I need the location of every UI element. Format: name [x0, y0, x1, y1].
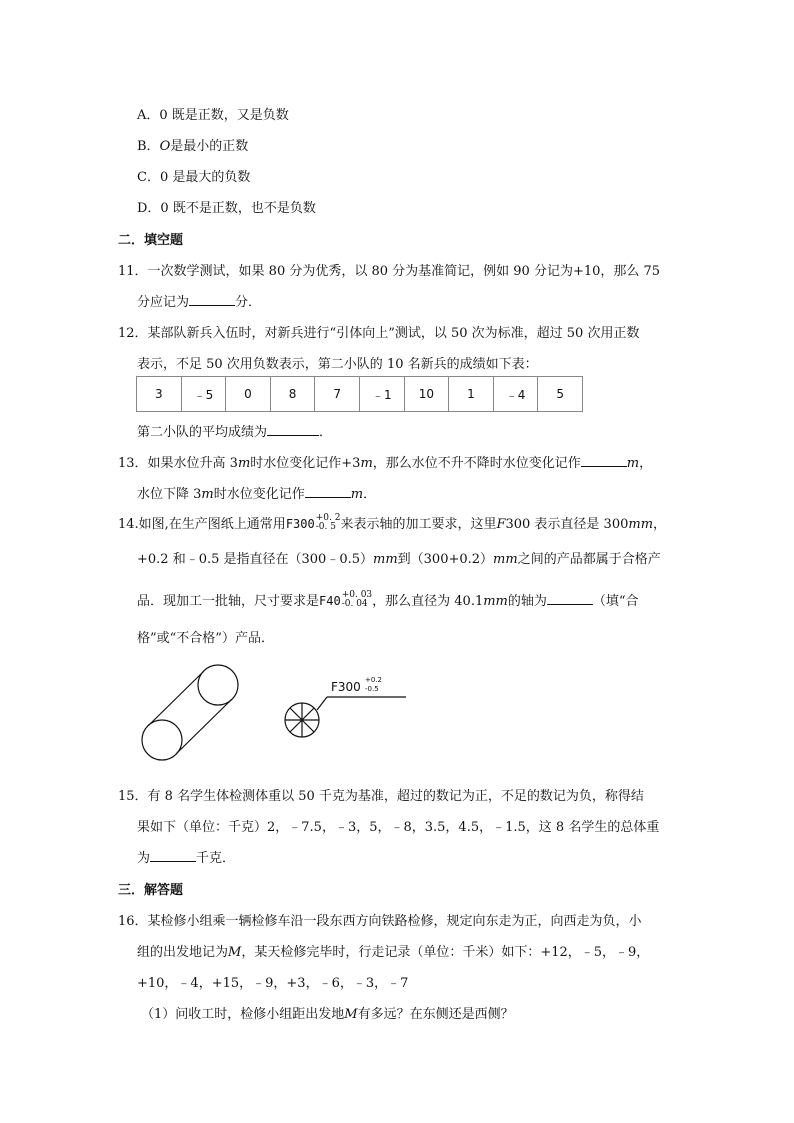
q13-answer-blank-2[interactable]	[305, 484, 351, 498]
q14-text-e: 到（300+0.2）	[397, 552, 494, 567]
table-cell: 7	[315, 377, 360, 412]
fig-label-f300: F300	[331, 680, 361, 694]
q11-line2	[137, 291, 261, 310]
option-b-prefix: B．	[137, 139, 160, 154]
q14-f-italic: F	[496, 517, 506, 532]
leader-line	[317, 697, 327, 710]
q12-score-table	[136, 376, 583, 412]
q13-answer-blank-1[interactable]	[581, 453, 627, 467]
q15-line1: 15．有 8 名学生体检测体重以 50 千克为基准，超过的数记为正，不足的数记为负，称得结	[118, 789, 644, 804]
q14-line4: 格”或“不合格”）产品．	[137, 631, 274, 646]
q16-sub1-text-b: 有多远？在东侧还是西侧？	[357, 1007, 514, 1022]
q14-text-a: 14.如图,在生产图纸上通常用	[118, 517, 286, 532]
q14-tolerance-2	[342, 591, 372, 609]
q13-text-c: ，那么水位不升不降时水位变化记作	[372, 456, 581, 471]
q14-mm: mm	[483, 594, 508, 609]
table-cell: 1	[449, 377, 494, 412]
q14-f300: F300	[285, 517, 315, 531]
q13-text-d: 水位下降 3	[137, 487, 202, 502]
table-cell: ﹣4	[493, 377, 538, 412]
table-row	[137, 377, 583, 412]
q14-text-i: 的轴为	[507, 594, 547, 609]
q14-tol2-down: -0. 04	[341, 598, 368, 609]
q15-text-a: 为	[137, 851, 151, 866]
q13-text-end: ，	[639, 456, 653, 471]
q14-line3	[137, 590, 639, 611]
fig-label-tol-up: +0.2	[365, 676, 382, 684]
q13-text-end2: ．	[363, 487, 377, 502]
q13-line2	[137, 483, 376, 502]
q16-line2	[137, 941, 649, 960]
q14-text-f: 之间的产品都属于合格产	[517, 552, 661, 567]
q13-line1	[118, 452, 652, 471]
option-b-o: O	[159, 139, 171, 154]
q13-unit: m	[350, 487, 364, 502]
q12-line2: 表示，不足 50 次用负数表示，第二小队的 10 名新兵的成绩如下表：	[137, 357, 538, 372]
q16-sub1	[141, 1003, 514, 1022]
q16-M: M	[344, 1007, 358, 1022]
q11-line1: 11．一次数学测试，如果 80 分为优秀，以 80 分为基准简记，例如 90 分记为+10，那么 75	[118, 264, 661, 279]
option-d: D．0 既不是正数，也不是负数	[137, 201, 316, 216]
q14-tolerance	[316, 514, 341, 532]
q16-line1: 16．某检修小组乘一辆检修车沿一段东西方向铁路检修，规定向东走为正，向西走为负，小	[118, 914, 642, 929]
table-cell: 3	[137, 377, 182, 412]
q13-unit: m	[237, 456, 251, 471]
q12-text-a: 第二小队的平均成绩为	[137, 425, 268, 440]
q16-text-a: 组的出发地记为	[137, 945, 229, 960]
table-cell: 5	[538, 377, 583, 412]
q14-text-j: （填“合	[592, 594, 639, 609]
q15-line3	[137, 847, 235, 866]
q15-answer-blank[interactable]	[150, 848, 196, 862]
table-cell: ﹣5	[181, 377, 226, 412]
q12-text-b: ．	[319, 425, 333, 440]
q14-text-b: 来表示轴的加工要求，这里	[340, 517, 497, 532]
table-cell: ﹣1	[359, 377, 404, 412]
q14-tol2-up: +0. 03	[341, 589, 373, 600]
table-cell: 10	[404, 377, 449, 412]
cylinder-drawing	[142, 665, 238, 760]
q14-text-g: 品．现加工一批轴，尺寸要求是	[137, 594, 320, 609]
q14-answer-blank[interactable]	[547, 591, 593, 605]
option-b-rest: 是最小的正数	[170, 139, 249, 154]
q14-text-h: ，那么直径为 40.1	[372, 594, 484, 609]
q14-line2	[137, 548, 661, 567]
q13-text-b: 时水位变化记作+3	[250, 456, 361, 471]
cross-section-drawing	[285, 697, 406, 737]
q11-text-a: 分应记为	[137, 295, 190, 310]
cylinder-edge-right	[176, 699, 232, 754]
option-a: A．0 既是正数，又是负数	[137, 108, 289, 123]
q13-text-e: 时水位变化记作	[213, 487, 305, 502]
q14-tol-up: +0. 2	[315, 512, 341, 523]
q14-text-d: +0.2 和﹣0.5 是指直径在（300﹣0.5）	[137, 552, 373, 567]
q13-unit: m	[360, 456, 373, 471]
fig-label-tol-down: -0.5	[365, 685, 379, 693]
q14-mm: mm	[493, 552, 518, 567]
option-b	[137, 135, 248, 154]
q12-line1: 12．某部队新兵入伍时，对新兵进行“引体向上”测试，以 50 次为标准，超过 50 次用正数	[118, 326, 640, 341]
q13-unit: m	[626, 456, 640, 471]
table-cell: 0	[226, 377, 271, 412]
q13-unit: m	[201, 487, 214, 502]
q16-text-b: ，某天检修完毕时，行走记录（单位：千米）如下：+12，﹣5，﹣9，	[241, 945, 650, 960]
cylinder-edge-left	[148, 671, 204, 726]
section-solve-heading: 三．解答题	[118, 883, 184, 898]
q14-mm: mm	[373, 552, 398, 567]
q16-sub1-text-a: （1）问收工时，检修小组距出发地	[141, 1007, 345, 1022]
q14-text-c: 300 表示直径是 300	[505, 517, 629, 532]
q14-f40: F40	[319, 594, 341, 608]
q15-text-b: 千克．	[196, 851, 236, 866]
q12-line3	[137, 421, 332, 440]
table-cell: 8	[270, 377, 315, 412]
q16-M: M	[228, 945, 242, 960]
section-fill-heading: 二．填空题	[118, 233, 184, 248]
q11-text-b: 分．	[235, 295, 262, 310]
q14-text-end: ，	[653, 517, 667, 532]
q12-answer-blank[interactable]	[267, 422, 319, 436]
q14-tol-down: -0. 5	[315, 521, 336, 532]
q14-line1	[118, 513, 666, 534]
q14-figure	[136, 660, 416, 768]
q15-line2: 果如下（单位：千克）2，﹣7.5，﹣3，5，﹣8，3.5，4.5，﹣1.5，这 8 名学生的总体重	[137, 820, 660, 835]
option-c: C．0 是最大的负数	[137, 170, 251, 185]
q16-line3: +10，﹣4，+15，﹣9，+3，﹣6，﹣3，﹣7	[137, 976, 409, 991]
q14-mm: mm	[628, 517, 654, 532]
q13-text-a: 13．如果水位升高 3	[118, 456, 238, 471]
q11-answer-blank[interactable]	[189, 292, 235, 306]
